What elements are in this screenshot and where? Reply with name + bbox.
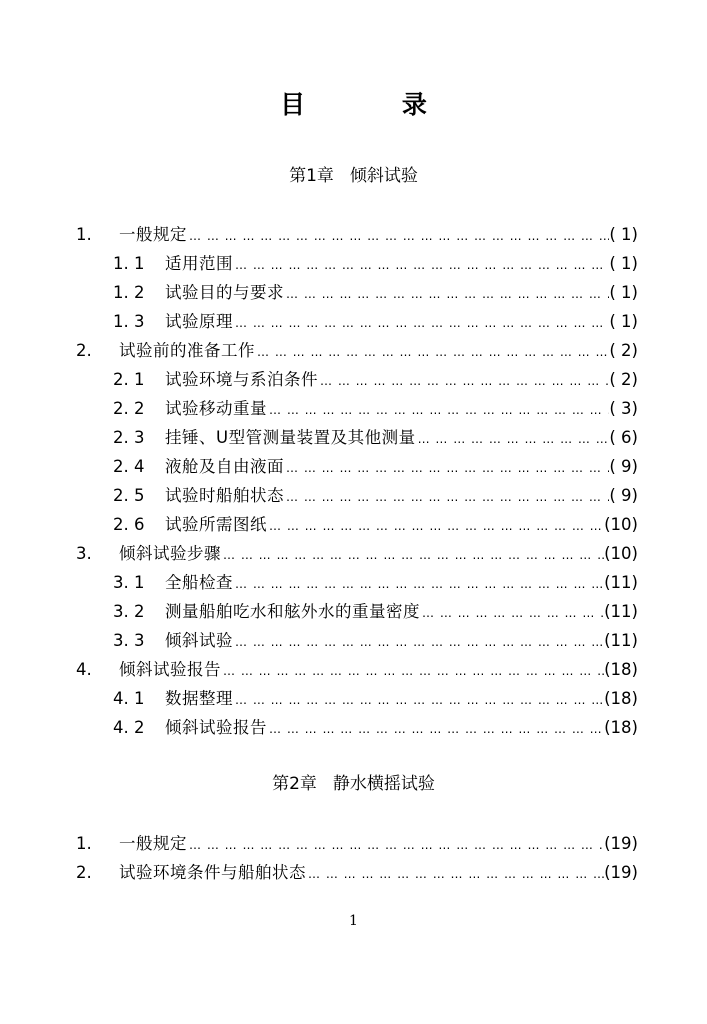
chapter-number: 第1章 <box>289 166 334 186</box>
entry-page: (10) <box>604 515 638 534</box>
chapter-name: 倾斜试验 <box>349 166 418 186</box>
toc-list <box>76 829 638 887</box>
dot-leader <box>318 367 609 394</box>
chapter-number: 第2章 <box>272 774 317 794</box>
dot-leader <box>233 570 604 597</box>
dot-leader <box>284 454 609 481</box>
dot-leader <box>306 860 604 887</box>
toc-entry[interactable] <box>76 481 638 510</box>
entry-title: 液舱及自由液面 <box>165 457 284 476</box>
entry-title: 一般规定 <box>119 225 187 244</box>
entry-title: 试验原理 <box>165 312 233 331</box>
toc-entry[interactable] <box>76 423 638 452</box>
toc-entry[interactable] <box>76 278 638 307</box>
toc-entry[interactable] <box>76 336 638 365</box>
entry-number: 4. 1 <box>113 689 145 708</box>
entry-title: 试验所需图纸 <box>165 515 267 534</box>
dot-leader <box>233 628 604 655</box>
dot-leader <box>420 599 604 626</box>
entry-title: 倾斜试验步骤 <box>119 544 221 563</box>
toc-list <box>76 220 638 742</box>
entry-number: 2. 5 <box>113 486 145 505</box>
entry-page: (18) <box>604 718 638 737</box>
chapter-heading <box>0 164 707 188</box>
entry-title: 倾斜试验报告 <box>119 660 221 679</box>
entry-number: 4. 2 <box>113 718 145 737</box>
entry-number: 3. 1 <box>113 573 145 592</box>
entry-number: 2. <box>76 341 92 360</box>
toc-entry[interactable] <box>76 452 638 481</box>
dot-leader <box>233 309 609 336</box>
entry-number: 1. 3 <box>113 312 145 331</box>
entry-page: ( 2) <box>609 370 638 389</box>
entry-number: 1. 2 <box>113 283 145 302</box>
toc-entry[interactable] <box>76 655 638 684</box>
dot-leader <box>233 686 604 713</box>
dot-leader <box>267 396 609 423</box>
entry-page: (18) <box>604 660 638 679</box>
dot-leader <box>221 657 604 684</box>
entry-number: 3. <box>76 544 92 563</box>
entry-page: ( 1) <box>609 312 638 331</box>
entry-page: (11) <box>604 573 638 592</box>
toc-entry[interactable] <box>76 510 638 539</box>
entry-page: ( 1) <box>609 225 638 244</box>
toc-entry[interactable] <box>76 365 638 394</box>
dot-leader <box>416 425 610 452</box>
toc-entry[interactable] <box>76 220 638 249</box>
entry-title: 挂锤、U型管测量装置及其他测量 <box>165 428 416 447</box>
entry-number: 1. 1 <box>113 254 145 273</box>
entry-title: 数据整理 <box>165 689 233 708</box>
entry-page: ( 3) <box>609 399 638 418</box>
dot-leader <box>255 338 609 365</box>
entry-number: 3. 2 <box>113 602 145 621</box>
entry-number: 4. <box>76 660 92 679</box>
dot-leader <box>221 541 604 568</box>
entry-number: 2. 6 <box>113 515 145 534</box>
chapter-name: 静水横摇试验 <box>332 774 435 794</box>
toc-entry[interactable] <box>76 684 638 713</box>
dot-leader <box>267 715 604 742</box>
entry-page: (19) <box>604 863 638 882</box>
toc-entry[interactable] <box>76 394 638 423</box>
toc-entry[interactable] <box>76 829 638 858</box>
toc-entry[interactable] <box>76 249 638 278</box>
toc-entry[interactable] <box>76 568 638 597</box>
page-number: 1 <box>349 913 358 929</box>
entry-title: 适用范围 <box>165 254 233 273</box>
entry-title: 试验环境条件与船舶状态 <box>119 863 306 882</box>
toc-entry[interactable] <box>76 626 638 655</box>
entry-page: ( 1) <box>609 283 638 302</box>
entry-title: 全船检查 <box>165 573 233 592</box>
entry-page: ( 6) <box>609 428 638 447</box>
entry-number: 2. 1 <box>113 370 145 389</box>
chapter-heading <box>0 772 707 796</box>
entry-title: 一般规定 <box>119 834 187 853</box>
entry-title: 试验前的准备工作 <box>119 341 255 360</box>
entry-number: 2. <box>76 863 92 882</box>
entry-page: (19) <box>604 834 638 853</box>
toc-entry[interactable] <box>76 539 638 568</box>
entry-page: ( 1) <box>609 254 638 273</box>
dot-leader <box>187 222 609 249</box>
entry-page: (11) <box>604 602 638 621</box>
entry-number: 2. 2 <box>113 399 145 418</box>
dot-leader <box>284 280 609 307</box>
entry-number: 3. 3 <box>113 631 145 650</box>
entry-title: 试验目的与要求 <box>165 283 284 302</box>
entry-page: (18) <box>604 689 638 708</box>
entry-page: ( 9) <box>609 457 638 476</box>
toc-entry[interactable] <box>76 713 638 742</box>
entry-number: 2. 4 <box>113 457 145 476</box>
document-title: 目 录 <box>280 90 471 119</box>
dot-leader <box>284 483 609 510</box>
entry-number: 1. <box>76 834 92 853</box>
entry-page: (11) <box>604 631 638 650</box>
entry-title: 测量船舶吃水和舷外水的重量密度 <box>165 602 420 621</box>
entry-title: 试验时船舶状态 <box>165 486 284 505</box>
entry-title: 倾斜试验报告 <box>165 718 267 737</box>
toc-entry[interactable] <box>76 307 638 336</box>
dot-leader <box>267 512 604 539</box>
dot-leader <box>187 831 604 858</box>
entry-page: ( 2) <box>609 341 638 360</box>
entry-number: 2. 3 <box>113 428 145 447</box>
dot-leader <box>233 251 609 278</box>
entry-title: 试验环境与系泊条件 <box>165 370 318 389</box>
entry-page: (10) <box>604 544 638 563</box>
toc-entry[interactable] <box>76 597 638 626</box>
entry-page: ( 9) <box>609 486 638 505</box>
entry-number: 1. <box>76 225 92 244</box>
entry-title: 倾斜试验 <box>165 631 233 650</box>
entry-title: 试验移动重量 <box>165 399 267 418</box>
toc-entry[interactable] <box>76 858 638 887</box>
